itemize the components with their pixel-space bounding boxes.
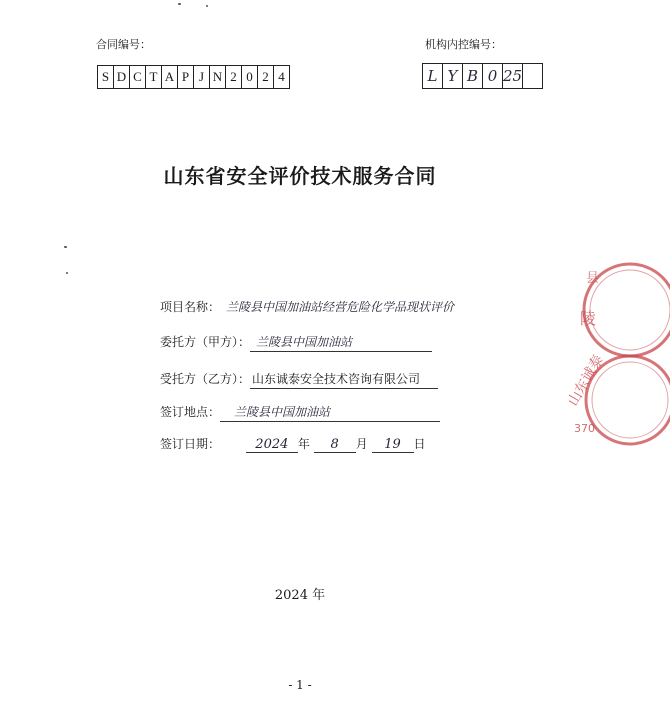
contract-number-char: 2 bbox=[225, 65, 242, 89]
internal-number-char: 25 bbox=[502, 63, 523, 89]
contract-number-char: D bbox=[113, 65, 130, 89]
signing-day-unit: 日 bbox=[413, 437, 426, 451]
client-row bbox=[160, 333, 432, 352]
contract-number-char: 2 bbox=[257, 65, 274, 89]
project-name-label: 项目名称： bbox=[160, 300, 221, 314]
svg-text:山东诚泰: 山东诚泰 bbox=[565, 352, 607, 409]
internal-number-char: 0 bbox=[482, 63, 503, 89]
signing-place-row bbox=[160, 403, 440, 422]
signing-date-label: 签订日期： bbox=[160, 437, 221, 451]
contract-number-char: A bbox=[161, 65, 178, 89]
project-name-value: 兰陵县中国加油站经营危险化学品现状评价 bbox=[226, 300, 455, 314]
scan-speck bbox=[178, 3, 181, 5]
signing-day-value: 19 bbox=[372, 437, 414, 453]
contract-number-char: T bbox=[145, 65, 162, 89]
contract-number-char: P bbox=[177, 65, 194, 89]
contract-number-char: 0 bbox=[241, 65, 258, 89]
document-title: 山东省安全评价技术服务合同 bbox=[163, 164, 437, 188]
contract-number-char: S bbox=[97, 65, 114, 89]
contract-number-char: J bbox=[193, 65, 210, 89]
document-year: 2024 年 bbox=[274, 588, 326, 603]
internal-control-number-label: 机构内控编号： bbox=[425, 38, 502, 51]
contractor-value: 山东诚泰安全技术咨询有限公司 bbox=[250, 370, 438, 389]
page-number: - 1 - bbox=[288, 678, 312, 692]
contract-number-char: 4 bbox=[273, 65, 290, 89]
client-label: 委托方（甲方）： bbox=[160, 335, 251, 349]
signing-year-value: 2024 bbox=[246, 437, 298, 453]
scan-speck bbox=[64, 246, 67, 248]
internal-number-char bbox=[522, 63, 543, 89]
contract-number-label: 合同编号： bbox=[96, 38, 151, 51]
internal-control-number-boxes bbox=[422, 63, 543, 89]
scan-speck bbox=[206, 5, 208, 7]
contractor-row bbox=[160, 370, 438, 389]
signing-place-value: 兰陵县中国加油站 bbox=[220, 403, 440, 422]
signing-place-label: 签订地点： bbox=[160, 405, 221, 419]
svg-text:陵: 陵 bbox=[580, 309, 597, 328]
signing-month-value: 8 bbox=[314, 437, 356, 453]
internal-number-char: L bbox=[422, 63, 443, 89]
signing-year-unit: 年 bbox=[297, 437, 310, 451]
contract-number-char: N bbox=[209, 65, 226, 89]
signing-month-unit: 月 bbox=[355, 437, 368, 451]
svg-text:370: 370 bbox=[574, 422, 595, 435]
project-name-row bbox=[160, 298, 460, 316]
company-seal-stamp bbox=[560, 262, 670, 452]
contract-number-boxes bbox=[97, 65, 290, 89]
svg-text:县: 县 bbox=[586, 271, 600, 286]
internal-number-char: Y bbox=[442, 63, 463, 89]
contract-number-char: C bbox=[129, 65, 146, 89]
contractor-label: 受托方（乙方）： bbox=[160, 372, 251, 386]
internal-number-char: B bbox=[462, 63, 483, 89]
scan-speck bbox=[66, 272, 68, 274]
client-value: 兰陵县中国加油站 bbox=[250, 333, 432, 352]
signing-date-row bbox=[160, 435, 426, 453]
